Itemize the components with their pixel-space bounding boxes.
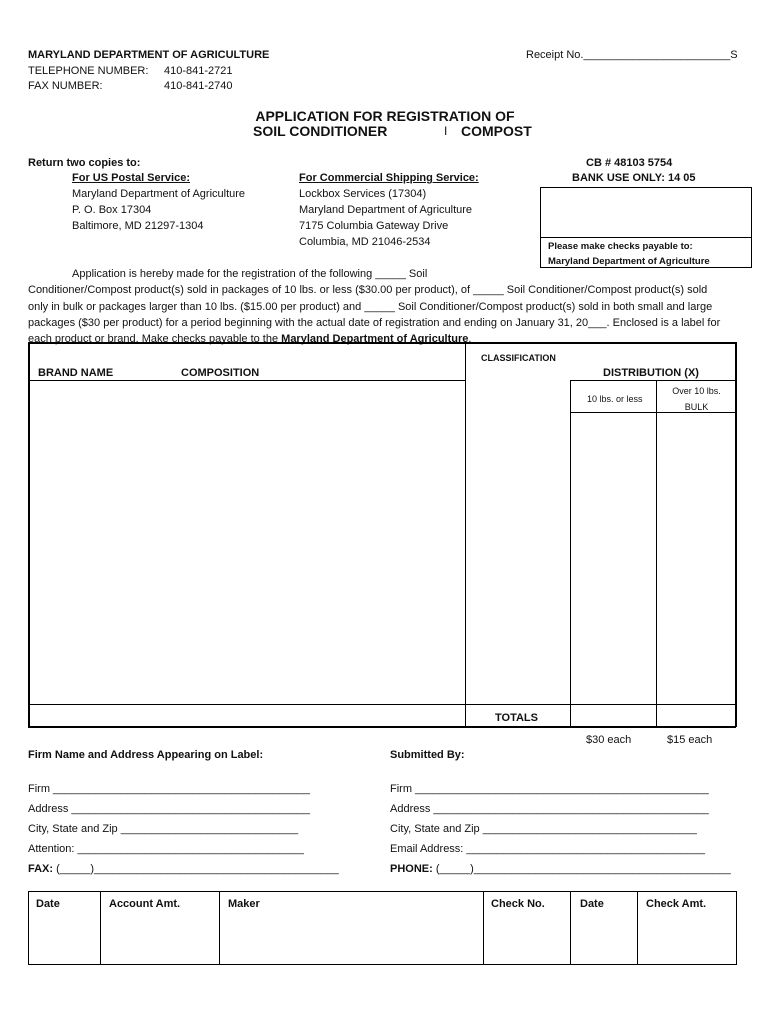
date-header: Date <box>36 898 60 910</box>
title-separator: I <box>444 124 448 138</box>
bulk-header: BULK <box>684 402 709 412</box>
fax-number: 410-841-2740 <box>164 80 233 92</box>
title-soil-conditioner: SOIL CONDITIONER <box>253 123 388 139</box>
telephone-number: 410-841-2721 <box>164 65 233 77</box>
firm-field[interactable]: Firm __________________________________________ <box>28 783 310 795</box>
city-state-zip-field[interactable]: City, State and Zip _____________________________ <box>28 823 299 835</box>
fax-field[interactable] <box>28 863 339 875</box>
us-address-line: Baltimore, MD 21297-1304 <box>72 220 204 232</box>
submitted-firm-field[interactable]: Firm ________________________________________________ <box>390 783 709 795</box>
email-address-field[interactable]: Email Address: _______________________________________ <box>390 843 706 855</box>
check-number-entry[interactable] <box>485 915 569 963</box>
application-text-line <box>28 331 743 347</box>
us-address-line: Maryland Department of Agriculture <box>72 188 246 200</box>
fax-field-label: FAX: <box>28 863 54 875</box>
cb-number: CB # 48103 5754 <box>586 157 673 169</box>
application-text-line: Application is hereby made for the registration of the following _____ Soil <box>72 268 428 280</box>
us-address-line: P. O. Box 17304 <box>72 204 152 216</box>
application-text-line: packages ($30 per product) for a period beginning with the actual date of registration and ending on January 31, 20___. Enclosed is a label for <box>28 316 721 329</box>
check-amount-header: Check Amt. <box>646 898 707 910</box>
application-text-pre: each product or brand. Make checks payable to the <box>28 333 282 346</box>
commercial-address-line: Maryland Department of Agriculture <box>299 204 473 216</box>
payable-note: Please make checks payable to: <box>548 241 693 252</box>
address-field[interactable]: Address _______________________________________ <box>28 803 310 815</box>
page-title: APPLICATION FOR REGISTRATION OF <box>255 108 515 124</box>
submitted-city-state-zip-field[interactable]: City, State and Zip ___________________________________ <box>390 823 697 835</box>
small-package-header: 10 lbs. or less <box>587 394 643 404</box>
application-text-post: . <box>468 333 472 346</box>
fax-field-blank: (_____)________________________________________ <box>53 863 339 875</box>
classification-entry-area[interactable] <box>467 383 569 702</box>
maker-header: Maker <box>228 898 260 910</box>
us-postal-heading: For US Postal Service: <box>72 172 190 184</box>
receipt-number: Receipt No.________________________S <box>526 49 738 61</box>
application-text-line: Conditioner/Compost product(s) sold in packages of 10 lbs. or less ($30.00 per product), of _____ Soil Conditioner/Compost product(s) sold <box>28 284 708 297</box>
bank-use-only: BANK USE ONLY: 14 05 <box>572 172 696 184</box>
bulk-distribution-entry-area[interactable] <box>658 414 734 702</box>
small-price: $30 each <box>586 734 632 746</box>
payable-note-department: Maryland Department of Agriculture <box>548 256 710 267</box>
submitted-by-heading: Submitted By: <box>390 749 465 761</box>
attention-field[interactable]: Attention: _____________________________________ <box>28 843 304 855</box>
commercial-address-line: 7175 Columbia Gateway Drive <box>299 220 449 232</box>
firm-label-heading: Firm Name and Address Appearing on Label: <box>28 749 264 761</box>
commercial-shipping-heading: For Commercial Shipping Service: <box>299 172 479 184</box>
submitted-address-field[interactable]: Address _____________________________________________ <box>390 803 709 815</box>
application-text-payee: Maryland Department of Agriculture <box>281 333 469 346</box>
check-date-entry[interactable] <box>572 915 636 963</box>
application-text <box>28 266 743 347</box>
bank-use-box[interactable] <box>540 187 752 238</box>
telephone-label: TELEPHONE NUMBER: <box>28 65 149 77</box>
over-10-lbs-header: Over 10 lbs. <box>672 386 721 396</box>
check-number-header: Check No. <box>491 898 545 910</box>
account-amount-entry[interactable] <box>102 915 218 963</box>
application-text-line: only in bulk or packages larger than 10 lbs. ($15.00 per product) and _____ Soil Conditioner/Compost product(s) sold in both small and large <box>28 300 713 313</box>
check-amount-entry[interactable] <box>639 915 735 963</box>
commercial-address-line: Columbia, MD 21046-2534 <box>299 236 431 248</box>
totals-label: TOTALS <box>495 712 538 724</box>
return-copies-label: Return two copies to: <box>28 157 141 169</box>
fax-label: FAX NUMBER: <box>28 80 103 92</box>
classification-header: CLASSIFICATION <box>481 353 556 363</box>
phone-field-blank: (_____)__________________________________________ <box>432 863 731 875</box>
maker-entry[interactable] <box>221 915 482 963</box>
distribution-header: DISTRIBUTION (X) <box>603 367 699 379</box>
brand-name-header: BRAND NAME <box>38 367 114 379</box>
small-distribution-entry-area[interactable] <box>572 414 655 702</box>
total-bulk-field[interactable] <box>658 706 734 725</box>
title-compost: COMPOST <box>461 123 532 139</box>
check-date-header: Date <box>580 898 604 910</box>
bulk-price: $15 each <box>667 734 713 746</box>
account-amount-header: Account Amt. <box>109 898 181 910</box>
brand-entry-area[interactable] <box>31 383 464 702</box>
date-entry[interactable] <box>30 915 99 963</box>
agency-name: MARYLAND DEPARTMENT OF AGRICULTURE <box>28 49 270 61</box>
phone-field[interactable] <box>390 863 731 875</box>
commercial-address-line: Lockbox Services (17304) <box>299 188 427 200</box>
phone-field-label: PHONE: <box>390 863 433 875</box>
total-small-field[interactable] <box>572 706 655 725</box>
composition-header: COMPOSITION <box>181 367 260 379</box>
